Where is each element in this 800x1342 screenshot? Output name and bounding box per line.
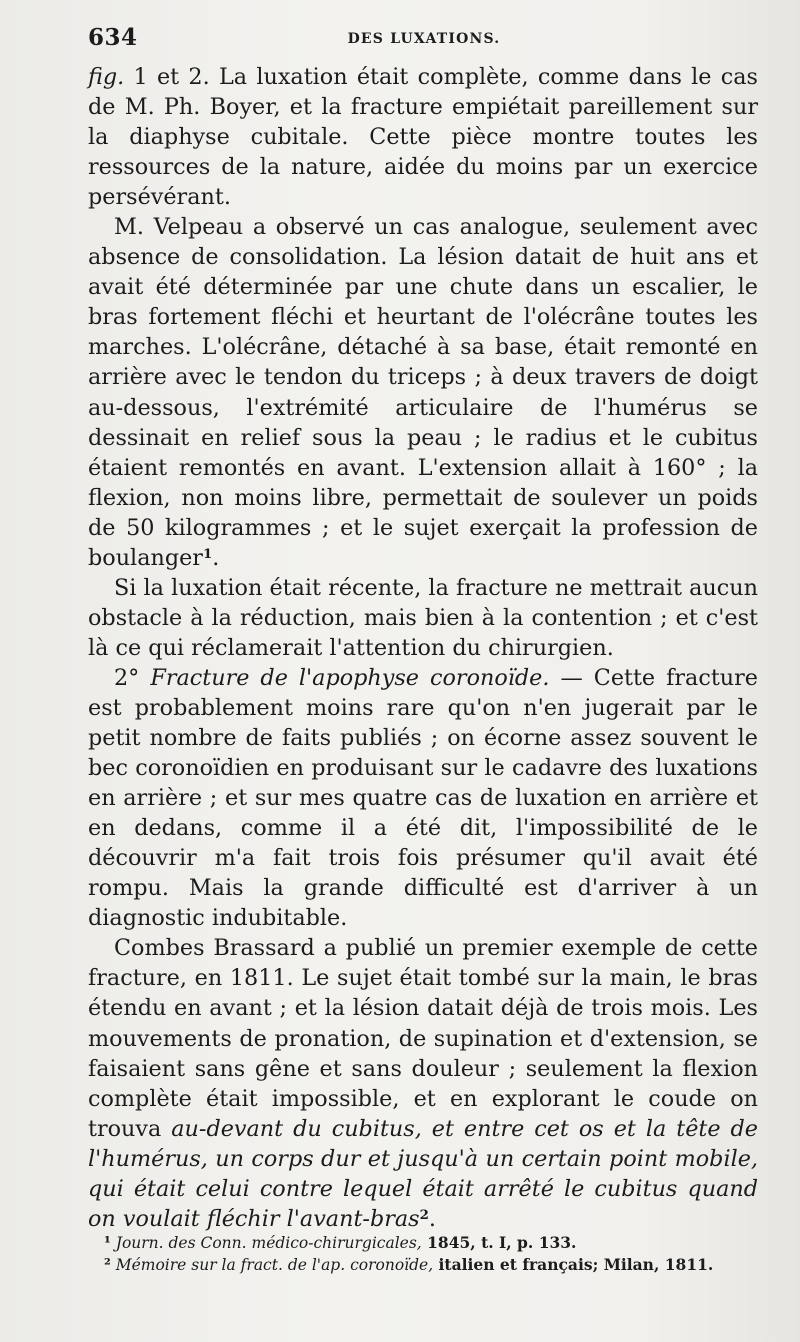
section-heading: Fracture de l'apophyse coronoïde. (150, 664, 550, 691)
footnote-ref-2[interactable]: 2 (419, 1207, 429, 1224)
paragraph-5-end: . (428, 1205, 437, 1232)
footnote-1 (88, 1232, 758, 1254)
paragraph-4-text: — Cette fracture est probablement moins rare qu'on n'en jugerait par le petit nombre de faits publiés ; on écorne assez souvent le bec coronoïdien en produisant sur le cadavre des luxations en arrière ; et sur mes quatre cas de luxation en arrière et en dedans, comme il a été dit, l'impossibilité de le découvrir m'a fait trois fois présumer qu'il avait été rompu. Mais la grande difficulté est d'arriver à un diagnostic indubitable. (88, 664, 758, 932)
paragraph-4 (88, 663, 758, 933)
paragraph-2-end: . (212, 544, 220, 571)
footnote-marker: ² (104, 1255, 111, 1274)
footnotes (88, 1232, 758, 1276)
paragraph-1-text: 1 et 2. La luxation était complète, comme dans le cas de M. Ph. Boyer, et la fracture empiétait pareillement sur la diaphyse cubitale. Cette pièce montre toutes les ressources de la nature, aidée du moins par un exercice persévérant. (88, 64, 758, 211)
paragraph-3 (88, 573, 758, 663)
footnote-2 (88, 1254, 758, 1276)
section-number: 2° (114, 664, 151, 691)
page-header (88, 24, 760, 60)
paragraph-5 (88, 933, 758, 1233)
paragraph-1 (88, 62, 758, 212)
page-number: 634 (88, 24, 138, 51)
footnote-source: Mémoire sur la fract. de l'ap. coronoïde, (115, 1256, 434, 1274)
footnote-citation: italien et français; Milan, 1811. (433, 1255, 714, 1274)
body-text (88, 62, 758, 1234)
footnote-ref-1[interactable]: 1 (202, 546, 213, 563)
paragraph-2 (88, 212, 758, 573)
paragraph-2-text: M. Velpeau a observé un cas analogue, seulement avec absence de consolidation. La lésion datait de huit ans et avait été déterminée par une chute dans un escalier, le bras fortement fléchi et heurtant de l'olécrâne toutes les marches. L'olécrâne, détaché à sa base, était remonté en arrière avec le tendon du triceps ; à deux travers de doigt au-dessous, l'extrémité articulaire de l'humérus se dessinait en relief sous la peau ; le radius et le cubitus étaient remontés en avant. L'extension allait à 160° ; la flexion, non moins libre, permettait de soulever un poids de 50 kilogrammes ; et le sujet exerçait la profession de boulanger (88, 214, 758, 571)
running-title: DES LUXATIONS. (347, 31, 501, 47)
paragraph-3-text: Si la luxation était récente, la fracture ne mettrait aucun obstacle à la réduction, mais bien à la contention ; et c'est là ce qui réclamerait l'attention du chirurgien. (88, 574, 758, 661)
footnote-citation: 1845, t. I, p. 133. (421, 1233, 577, 1252)
footnote-source: Journ. des Conn. médico-chirurgicales, (115, 1234, 422, 1252)
footnote-marker: ¹ (104, 1233, 111, 1252)
paragraph-5-quote: au-devant du cubitus, et entre cet os et la tête de l'humérus, un corps dur et jusqu'à un certain point mobile, qui était celui contre lequel était arrêté le cubitus quand on voulait fléchir l'avant-bras (88, 1115, 758, 1232)
paragraph-5-text: Combes Brassard a publié un premier exemple de cette fracture, en 1811. Le sujet était tombé sur la main, le bras étendu en avant ; et la lésion datait déjà de trois mois. Les mouvements de pronation, de supination et d'extension, se faisaient sans gêne et sans douleur ; seulement la flexion complète était impossible, et en explorant le coude on trouva (88, 935, 758, 1142)
fig-label: fig. (88, 64, 125, 90)
